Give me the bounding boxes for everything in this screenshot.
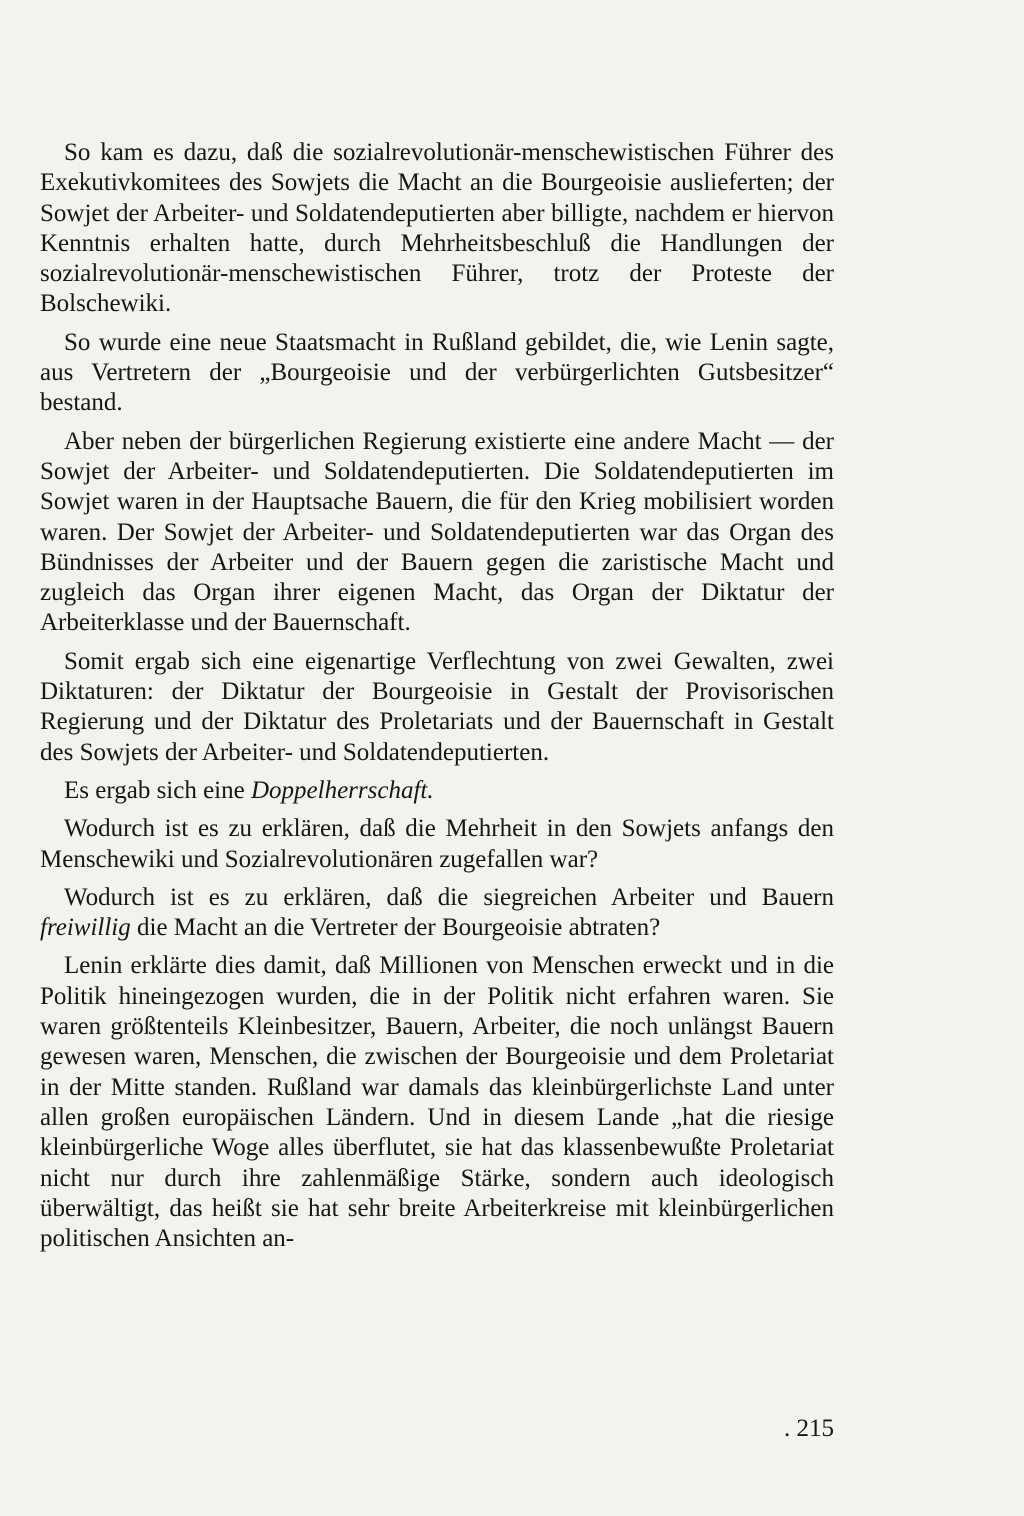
paragraph-question-voluntary	[40, 883, 834, 944]
question-voluntary-before: Wodurch ist es zu erklären, daß die siegreichen Arbeiter und Bauern	[64, 883, 834, 911]
paragraph-new-state-power: So wurde eine neue Staatsmacht in Rußland gebildet, die, wie Lenin sagte, aus Vertretern der „Bourgeoisie und der verbürgerlichten Gutsbesitzer“ bestand.	[40, 328, 834, 417]
paragraph-lenin-explanation: Lenin erklärte dies damit, daß Millionen von Menschen erweckt und in die Politik hineingezogen wurden, die in der Politik nicht erfahren waren. Sie waren größtenteils Kleinbesitzer, Bauern, Arbeiter, die noch unlängst Bauern gewesen waren, Menschen, die zwischen der Bourgeoisie und dem Proletariat in der Mitte standen. Rußland war damals das kleinbürgerlichste Land unter allen großen europäischen Ländern. Und in diesem Lande „hat die riesige kleinbürgerliche Woge alles überflutet, sie hat das klassenbewußte Proletariat nicht nur durch ihre zahlenmäßige Stärke, sondern auch ideologisch überwältigt, das heißt sie hat sehr breite Arbeiterkreise mit kleinbürgerlichen politischen Ansichten an-	[40, 952, 834, 1253]
paragraph-power-handover: So kam es dazu, daß die sozialrevolutionär-menschewistischen Führer des Exekutivkomitees des Sowjets die Macht an die Bourgeoisie auslieferten; der Sowjet der Arbeiter- und Soldatendeputierten aber billigte, nachdem er hiervon Kenntnis erhalten hatte, durch Mehrheitsbeschluß die Handlungen der sozialrevolutionär-menschewistischen Führer, trotz der Proteste der Bolschewiki.	[40, 139, 834, 318]
paragraph-dual-power	[40, 776, 834, 806]
dual-power-emphasis: Doppelherrschaft.	[250, 776, 434, 804]
paragraph-two-dictatorships: Somit ergab sich eine eigenartige Verflechtung von zwei Gewalten, zwei Diktaturen: der Diktatur der Bourgeoisie in Gestalt der Provisorischen Regierung und der Diktatur des Proletariats und der Bauernschaft in Gestalt des Sowjets der Arbeiter- und Soldatendeputierten.	[40, 647, 834, 766]
paragraph-soviet-power: Aber neben der bürgerlichen Regierung existierte eine andere Macht — der Sowjet der Arbeiter- und Soldatendeputierten. Die Soldatendeputierten im Sowjet waren in der Hauptsache Bauern, die für den Krieg mobilisiert worden waren. Der Sowjet der Arbeiter- und Soldatendeputierten war das Organ des Bündnisses der Arbeiter und der Bauern gegen die zaristische Macht und zugleich das Organ ihrer eigenen Macht, das Organ der Diktatur der Arbeiterklasse und der Bauernschaft.	[40, 427, 834, 637]
page-number: . 215	[784, 1415, 834, 1442]
page-body	[40, 138, 834, 1254]
question-voluntary-after: die Macht an die Vertreter der Bourgeoisie abtraten?	[130, 914, 661, 942]
dual-power-prefix: Es ergab sich eine	[64, 776, 251, 804]
question-voluntary-emphasis: freiwillig	[40, 914, 131, 942]
paragraph-question-majority: Wodurch ist es zu erklären, daß die Mehrheit in den Sowjets anfangs den Menschewiki und Sozialrevolutionären zugefallen war?	[40, 815, 834, 873]
